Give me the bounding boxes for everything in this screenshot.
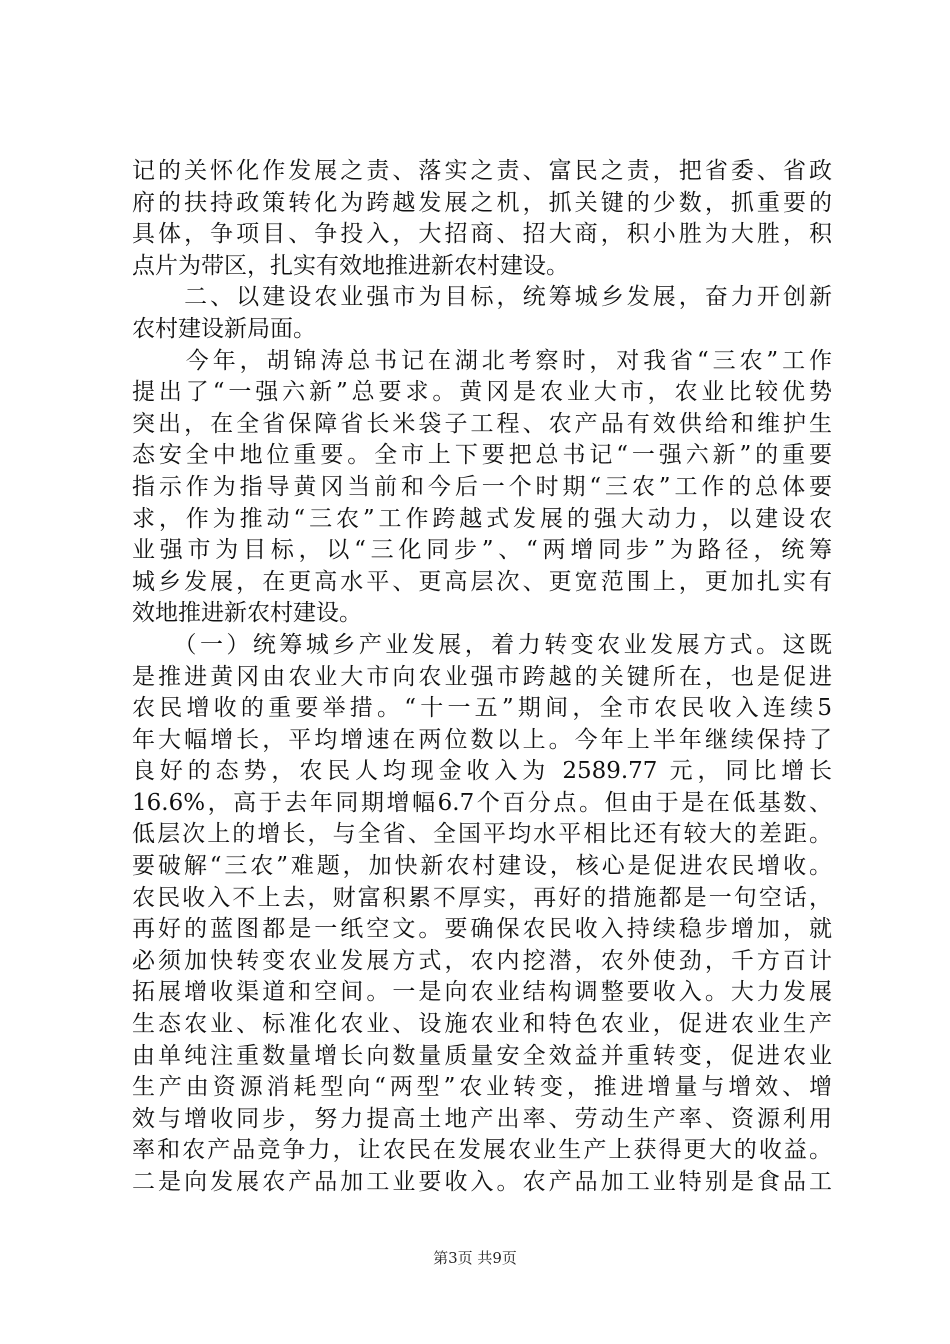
text-line: 低层次上的增长，与全省、全国平均水平相比还有较大的差距。 bbox=[132, 821, 832, 848]
text-line: 二是向发展农产品加工业要收入。农产品加工业特别是食品工 bbox=[132, 1169, 832, 1195]
text-line: 记的关怀化作发展之责、落实之责、富民之责，把省委、省政 bbox=[132, 158, 832, 184]
text-line: 提出了“一强六新”总要求。黄冈是农业大市，农业比较优势 bbox=[132, 379, 832, 406]
section-heading: 农村建设新局面。 bbox=[132, 315, 316, 342]
text-line: 突出，在全省保障省长米袋子工程、农产品有效供给和维护生 bbox=[132, 410, 832, 437]
text-line: 良好的态势，农民人均现金收入为 2589.77 元，同比增长 bbox=[132, 758, 832, 785]
text-line: 由单纯注重数量增长向数量质量安全效益并重转变，促进农业 bbox=[132, 1042, 832, 1069]
text-line: 再好的蓝图都是一纸空文。要确保农民收入持续稳步增加，就 bbox=[132, 916, 832, 943]
text-line: 点片为带区，扎实有效地推进新农村建设。 bbox=[132, 252, 569, 279]
text-line: 效与增收同步，努力提高土地产出率、劳动生产率、资源利用 bbox=[132, 1105, 832, 1132]
text-line: 年大幅增长，平均增速在两位数以上。今年上半年继续保持了 bbox=[132, 726, 832, 753]
text-line: 要破解“三农”难题，加快新农村建设，核心是促进农民增收。 bbox=[132, 853, 832, 880]
text-line: 业强市为目标，以“三化同步”、“两增同步”为路径，统筹 bbox=[132, 537, 832, 564]
text-line: 今年，胡锦涛总书记在湖北考察时，对我省“三农”工作 bbox=[132, 347, 832, 374]
text-line: （一）统筹城乡产业发展，着力转变农业发展方式。这既 bbox=[132, 631, 832, 658]
document-body bbox=[132, 156, 832, 1199]
text-line: 指示作为指导黄冈当前和今后一个时期“三农”工作的总体要 bbox=[132, 473, 832, 500]
page-footer: 第3页 共9页 bbox=[433, 1249, 517, 1267]
text-line: 具体，争项目、争投入，大招商、招大商，积小胜为大胜，积 bbox=[132, 221, 832, 248]
text-line: 求，作为推动“三农”工作跨越式发展的强大动力，以建设农 bbox=[132, 505, 832, 532]
text-line: 是推进黄冈由农业大市向农业强市跨越的关键所在，也是促进 bbox=[132, 663, 832, 690]
text-line: 生态农业、标准化农业、设施农业和特色农业，促进农业生产 bbox=[132, 1011, 832, 1038]
text-line: 率和农产品竞争力，让农民在发展农业生产上获得更大的收益。 bbox=[132, 1137, 832, 1164]
text-line: 效地推进新农村建设。 bbox=[132, 600, 362, 627]
text-line: 城乡发展，在更高水平、更高层次、更宽范围上，更加扎实有 bbox=[132, 568, 832, 595]
text-line: 农民增收的重要举措。“十一五”期间，全市农民收入连续5 bbox=[132, 695, 832, 722]
text-line: 农民收入不上去，财富积累不厚实，再好的措施都是一句空话， bbox=[132, 884, 832, 911]
text-line: 16.6%，高于去年同期增幅6.7个百分点。但由于是在低基数、 bbox=[132, 789, 832, 816]
text-line: 拓展增收渠道和空间。一是向农业结构调整要收入。大力发展 bbox=[132, 979, 832, 1006]
text-line: 态安全中地位重要。全市上下要把总书记“一强六新”的重要 bbox=[132, 442, 832, 469]
text-line: 必须加快转变农业发展方式，农内挖潜，农外使劲，千方百计 bbox=[132, 947, 832, 974]
section-heading: 二、以建设农业强市为目标，统筹城乡发展，奋力开创新 bbox=[132, 284, 832, 311]
text-line: 生产由资源消耗型向“两型”农业转变，推进增量与增效、增 bbox=[132, 1074, 832, 1101]
text-line: 府的扶持政策转化为跨越发展之机，抓关键的少数，抓重要的 bbox=[132, 189, 832, 216]
